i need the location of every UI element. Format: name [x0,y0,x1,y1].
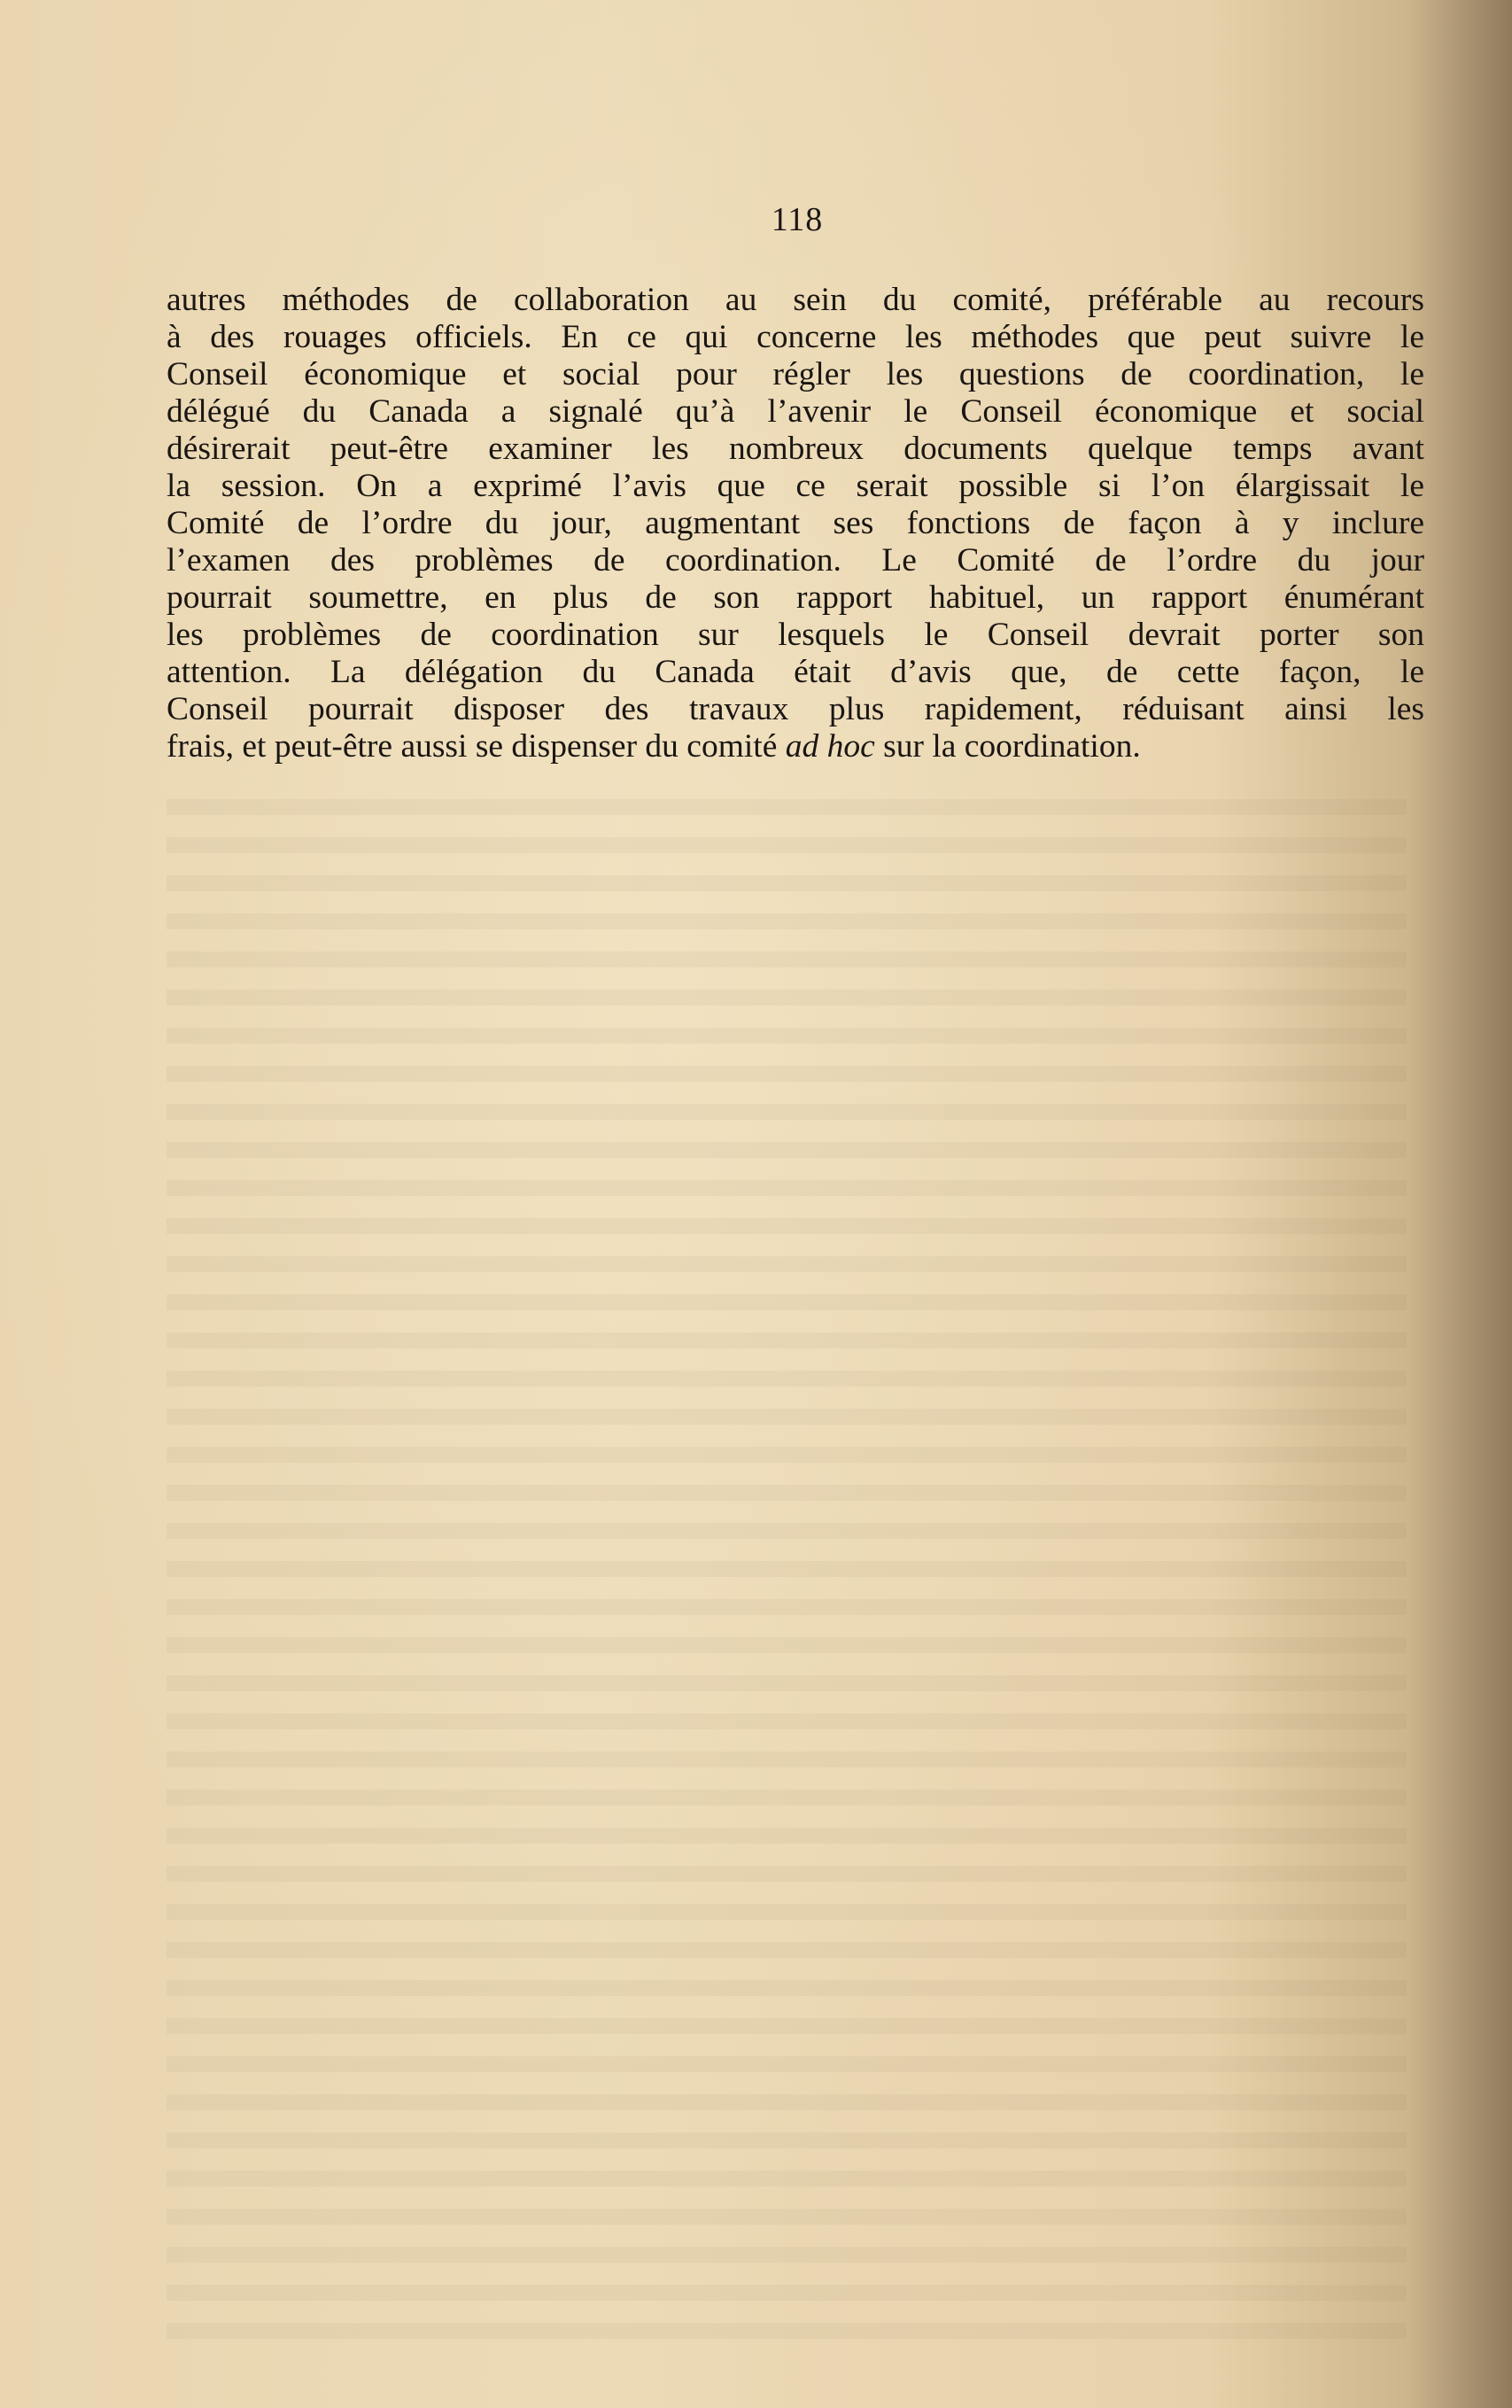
last-line-start: frais, et peut-être aussi se dispenser du comité [167,728,786,765]
paragraph-line-11: attention. La délégation du Canada était d’avis que, de cette façon, le [167,654,1424,690]
paragraph-line-3: Conseil économique et social pour régler les questions de coordination, le [167,356,1424,392]
body-paragraph [167,282,1424,765]
paragraph-line-1: autres méthodes de collaboration au sein du comité, préférable au recours [167,282,1424,318]
paragraph-line-8: l’examen des problèmes de coordination. Le Comité de l’ordre du jour [167,542,1424,579]
paragraph-line-12: Conseil pourrait disposer des travaux plus rapidement, réduisant ainsi les [167,691,1424,727]
paragraph-line-10: les problèmes de coordination sur lesquels le Conseil devrait porter son [167,617,1424,653]
paragraph-line-4: délégué du Canada a signalé qu’à l’avenir le Conseil économique et social [167,393,1424,430]
paragraph-line-13 [167,728,1424,765]
last-line-end: sur la coordination. [874,728,1141,765]
paragraph-line-2: à des rouages officiels. En ce qui concerne les méthodes que peut suivre le [167,319,1424,355]
bleed-through-texture [167,780,1407,2357]
italic-phrase: ad hoc [785,728,875,765]
page-number: 118 [771,201,824,238]
paragraph-line-5: désirerait peut-être examiner les nombreux documents quelque temps avant [167,431,1424,467]
paragraph-line-7: Comité de l’ordre du jour, augmentant ses fonctions de façon à y inclure [167,505,1424,541]
paragraph-line-9: pourrait soumettre, en plus de son rapport habituel, un rapport énumérant [167,579,1424,616]
paragraph-line-6: la session. On a exprimé l’avis que ce serait possible si l’on élargissait le [167,468,1424,504]
